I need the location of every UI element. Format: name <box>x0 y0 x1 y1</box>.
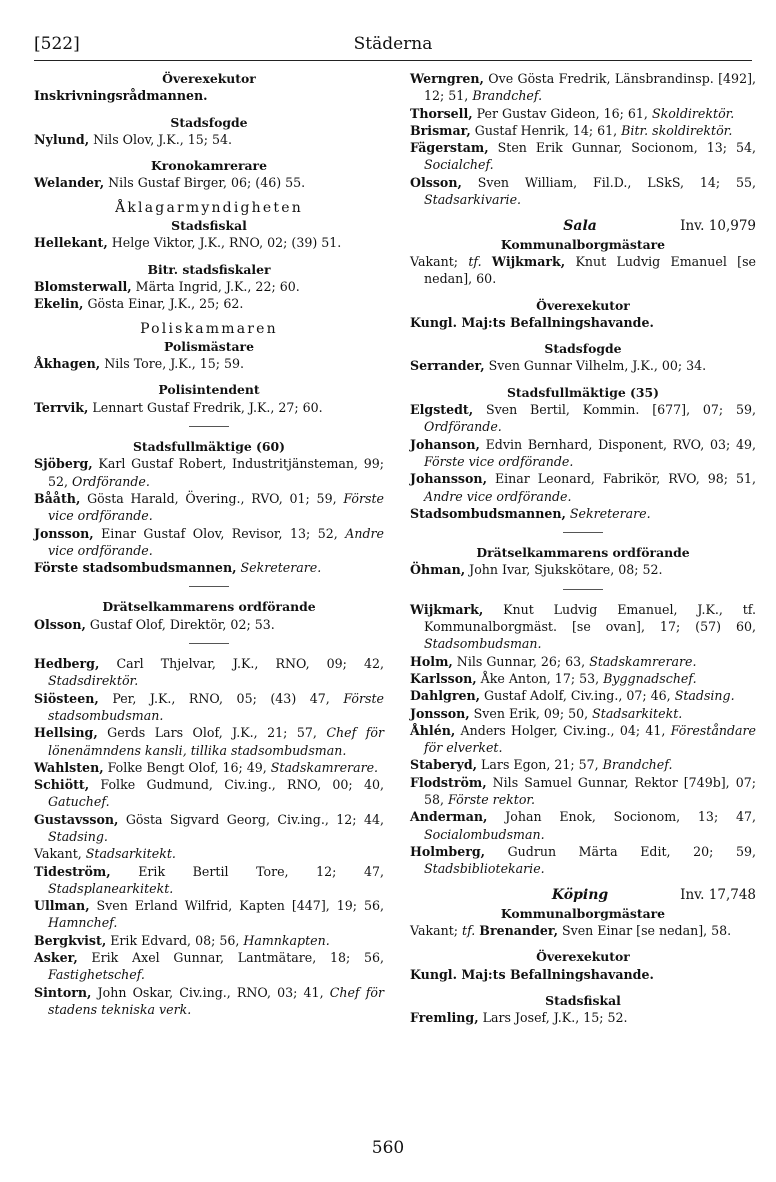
entry: Olsson, Gustaf Olof, Direktör, 02; 53. <box>34 616 275 632</box>
entry: Nylund, Nils Olov, J.K., 15; 54. <box>34 131 233 147</box>
divider <box>563 532 603 533</box>
entry: Jonsson, Einar Gustaf Olov, Revisor, 13; 52, Andre vice ordförande. <box>34 525 384 558</box>
heading-kronokamrerare: Kronokamrerare <box>151 158 267 174</box>
entry: Flodström, Nils Samuel Gunnar, Rektor [749b], 07; 58, Förste rektor. <box>410 774 756 807</box>
overexekutor-text: Inskrivningsrådmannen. <box>34 88 208 104</box>
heading-overexekutor: Överexekutor <box>536 297 630 313</box>
entry: Holmberg, Gudrun Märta Edit, 20; 59, Stadsbibliotekarie. <box>410 843 756 877</box>
entry: Fremling, Lars Josef, J.K., 15; 52. <box>410 1010 628 1026</box>
town-header-koping <box>410 887 756 904</box>
entry: Bååth, Gösta Harald, Övering., RVO, 01; 59, Förste vice ordförande. <box>34 490 384 524</box>
heading-stadsfiskal: Stadsfiskal <box>545 992 621 1008</box>
page-header <box>34 34 752 56</box>
heading-dratselkammarens-ordforande: Drätselkammarens ordförande <box>102 599 316 615</box>
entry: Sjöberg, Karl Gustaf Robert, Industritjänsteman, 99; 52, Ordförande. <box>34 456 384 489</box>
entry: Elgstedt, Sven Bertil, Kommin. [677], 07; 59, Ordförande. <box>410 402 756 435</box>
entry: Vakant; tf. Brenander, Sven Einar [se nedan], 58. <box>410 923 732 939</box>
entry: Welander, Nils Gustaf Birger, 06; (46) 55. <box>34 175 306 191</box>
entry: Thorsell, Per Gustav Gideon, 16; 61, Skoldirektör. <box>410 105 735 121</box>
entry: Sintorn, John Oskar, Civ.ing., RNO, 03; 41, Chef för stadens tekniska verk. <box>34 984 384 1017</box>
divider <box>189 643 229 644</box>
town-name: Sala <box>563 218 597 235</box>
heading-dratselkammarens-ordforande: Drätselkammarens ordförande <box>476 545 690 561</box>
heading-stadsfogde: Stadsfogde <box>170 114 248 130</box>
divider <box>563 589 603 590</box>
overexekutor-text: Kungl. Maj:ts Befallningshavande. <box>410 966 654 982</box>
entry: Schiött, Folke Gudmund, Civ.ing., RNO, 00; 40, Gatuchef. <box>34 777 384 810</box>
entry: Johansson, Einar Leonard, Fabrikör, RVO, 98; 51, Andre vice ordförande. <box>410 471 756 504</box>
entry: Hellsing, Gerds Lars Olof, J.K., 21; 57, Chef för lönenämndens kansli, tillika stadsombudsman. <box>34 725 384 758</box>
overexekutor-text: Kungl. Maj:ts Befallningshavande. <box>410 314 654 330</box>
entry: Förste stadsombudsmannen, Sekreterare. <box>34 560 322 576</box>
entry: Olsson, Sven William, Fil.D., LSkS, 14; 55, Stadsarkivarie. <box>410 174 756 208</box>
heading-polismastare: Polismästare <box>164 338 254 354</box>
inhabitants: Inv. 17,748 <box>680 887 756 904</box>
heading-overexekutor: Överexekutor <box>162 71 256 86</box>
entry: Åhlén, Anders Holger, Civ.ing., 04; 41, Föreståndare för elverket. <box>410 722 756 756</box>
heading-stadsfullmaktige: Stadsfullmäktige (35) <box>506 384 660 400</box>
entry: Åkhagen, Nils Tore, J.K., 15; 59. <box>34 356 245 372</box>
entry: Karlsson, Åke Anton, 17; 53, Byggnadschef. <box>410 670 697 686</box>
entry: Gustavsson, Gösta Sigvard Georg, Civ.ing., 12; 44, Stadsing. <box>34 811 384 844</box>
entry: Johanson, Edvin Bernhard, Disponent, RVO, 03; 49, Förste vice ordförande. <box>410 436 756 469</box>
entry: Werngren, Ove Gösta Fredrik, Länsbrandinsp. [492], 12; 51, Brandchef. <box>410 71 756 104</box>
entry: Siösteen, Per, J.K., RNO, 05; (43) 47, Förste stadsombudsman. <box>34 690 384 723</box>
page-reference: [522] <box>34 34 80 54</box>
divider <box>189 426 229 427</box>
heading-stadsfogde: Stadsfogde <box>544 341 622 357</box>
entry: Anderman, Johan Enok, Socionom, 13; 47, Socialombudsman. <box>410 809 756 842</box>
heading-kommunalborgmastare: Kommunalborgmästare <box>500 905 666 921</box>
header-rule <box>34 60 752 61</box>
running-title: Städerna <box>353 34 433 54</box>
entry: Vakant, Stadsarkitekt. <box>34 846 176 862</box>
entry: Wijkmark, Knut Ludvig Emanuel, J.K., tf. Kommunalborgmäst. [se ovan], 17; (57) 60, Stadsombudsman. <box>410 601 756 652</box>
entry: Ullman, Sven Erland Wilfrid, Kapten [447], 19; 56, Hamnchef. <box>34 898 384 931</box>
entry: Tideström, Erik Bertil Tore, 12; 47, Stadsplanearkitekt. <box>34 863 384 896</box>
heading-bitr-stadsfiskaler: Bitr. stadsfiskaler <box>147 261 271 277</box>
entry: Jonsson, Sven Erik, 09; 50, Stadsarkitekt. <box>410 705 683 721</box>
heading-stadsfullmaktige: Stadsfullmäktige (60) <box>132 439 286 455</box>
entry: Hellekant, Helge Viktor, J.K., RNO, 02; (39) 51. <box>34 235 342 251</box>
entry: Ekelin, Gösta Einar, J.K., 25; 62. <box>34 296 244 312</box>
entry: Dahlgren, Gustaf Adolf, Civ.ing., 07; 46, Stadsing. <box>410 688 735 704</box>
entry: Serrander, Sven Gunnar Vilhelm, J.K., 00; 34. <box>410 358 707 374</box>
heading-stadsfiskal: Stadsfiskal <box>171 218 247 234</box>
town-header-sala <box>410 218 756 235</box>
section-aklagarmyndigheten: Åklagarmyndigheten <box>115 199 303 216</box>
section-poliskammaren: Poliskammaren <box>140 320 278 337</box>
heading-polisintendent: Polisintendent <box>158 382 260 398</box>
entry: Öhman, John Ivar, Sjukskötare, 08; 52. <box>410 562 663 578</box>
entry: Hedberg, Carl Thjelvar, J.K., RNO, 09; 42, Stadsdirektör. <box>34 656 384 689</box>
entry: Asker, Erik Axel Gunnar, Lantmätare, 18; 56, Fastighetschef. <box>34 950 384 983</box>
heading-kommunalborgmastare: Kommunalborgmästare <box>500 236 666 252</box>
left-column <box>34 70 384 1018</box>
right-column <box>410 70 756 1027</box>
heading-overexekutor: Överexekutor <box>536 949 630 965</box>
entry: Fägerstam, Sten Erik Gunnar, Socionom, 13; 54, Socialchef. <box>410 140 756 173</box>
divider <box>189 586 229 587</box>
inhabitants: Inv. 10,979 <box>680 218 756 235</box>
entry: Staberyd, Lars Egon, 21; 57, Brandchef. <box>410 757 673 773</box>
entry: Vakant; tf. Wijkmark, Knut Ludvig Emanuel [se nedan], 60. <box>410 253 756 287</box>
town-name: Köping <box>551 887 609 904</box>
entry: Brismar, Gustaf Henrik, 14; 61, Bitr. skoldirektör. <box>410 122 733 138</box>
entry: Wahlsten, Folke Bengt Olof, 16; 49, Stadskamrerare. <box>34 759 379 775</box>
entry: Blomsterwall, Märta Ingrid, J.K., 22; 60. <box>34 278 300 294</box>
entry: Holm, Nils Gunnar, 26; 63, Stadskamrerare. <box>410 653 697 669</box>
entry: Bergkvist, Erik Edvard, 08; 56, Hamnkapten. <box>34 932 330 948</box>
page-number: 560 <box>371 1138 405 1158</box>
entry: Stadsombudsmannen, Sekreterare. <box>410 505 651 521</box>
entry: Terrvik, Lennart Gustaf Fredrik, J.K., 27; 60. <box>34 399 323 415</box>
